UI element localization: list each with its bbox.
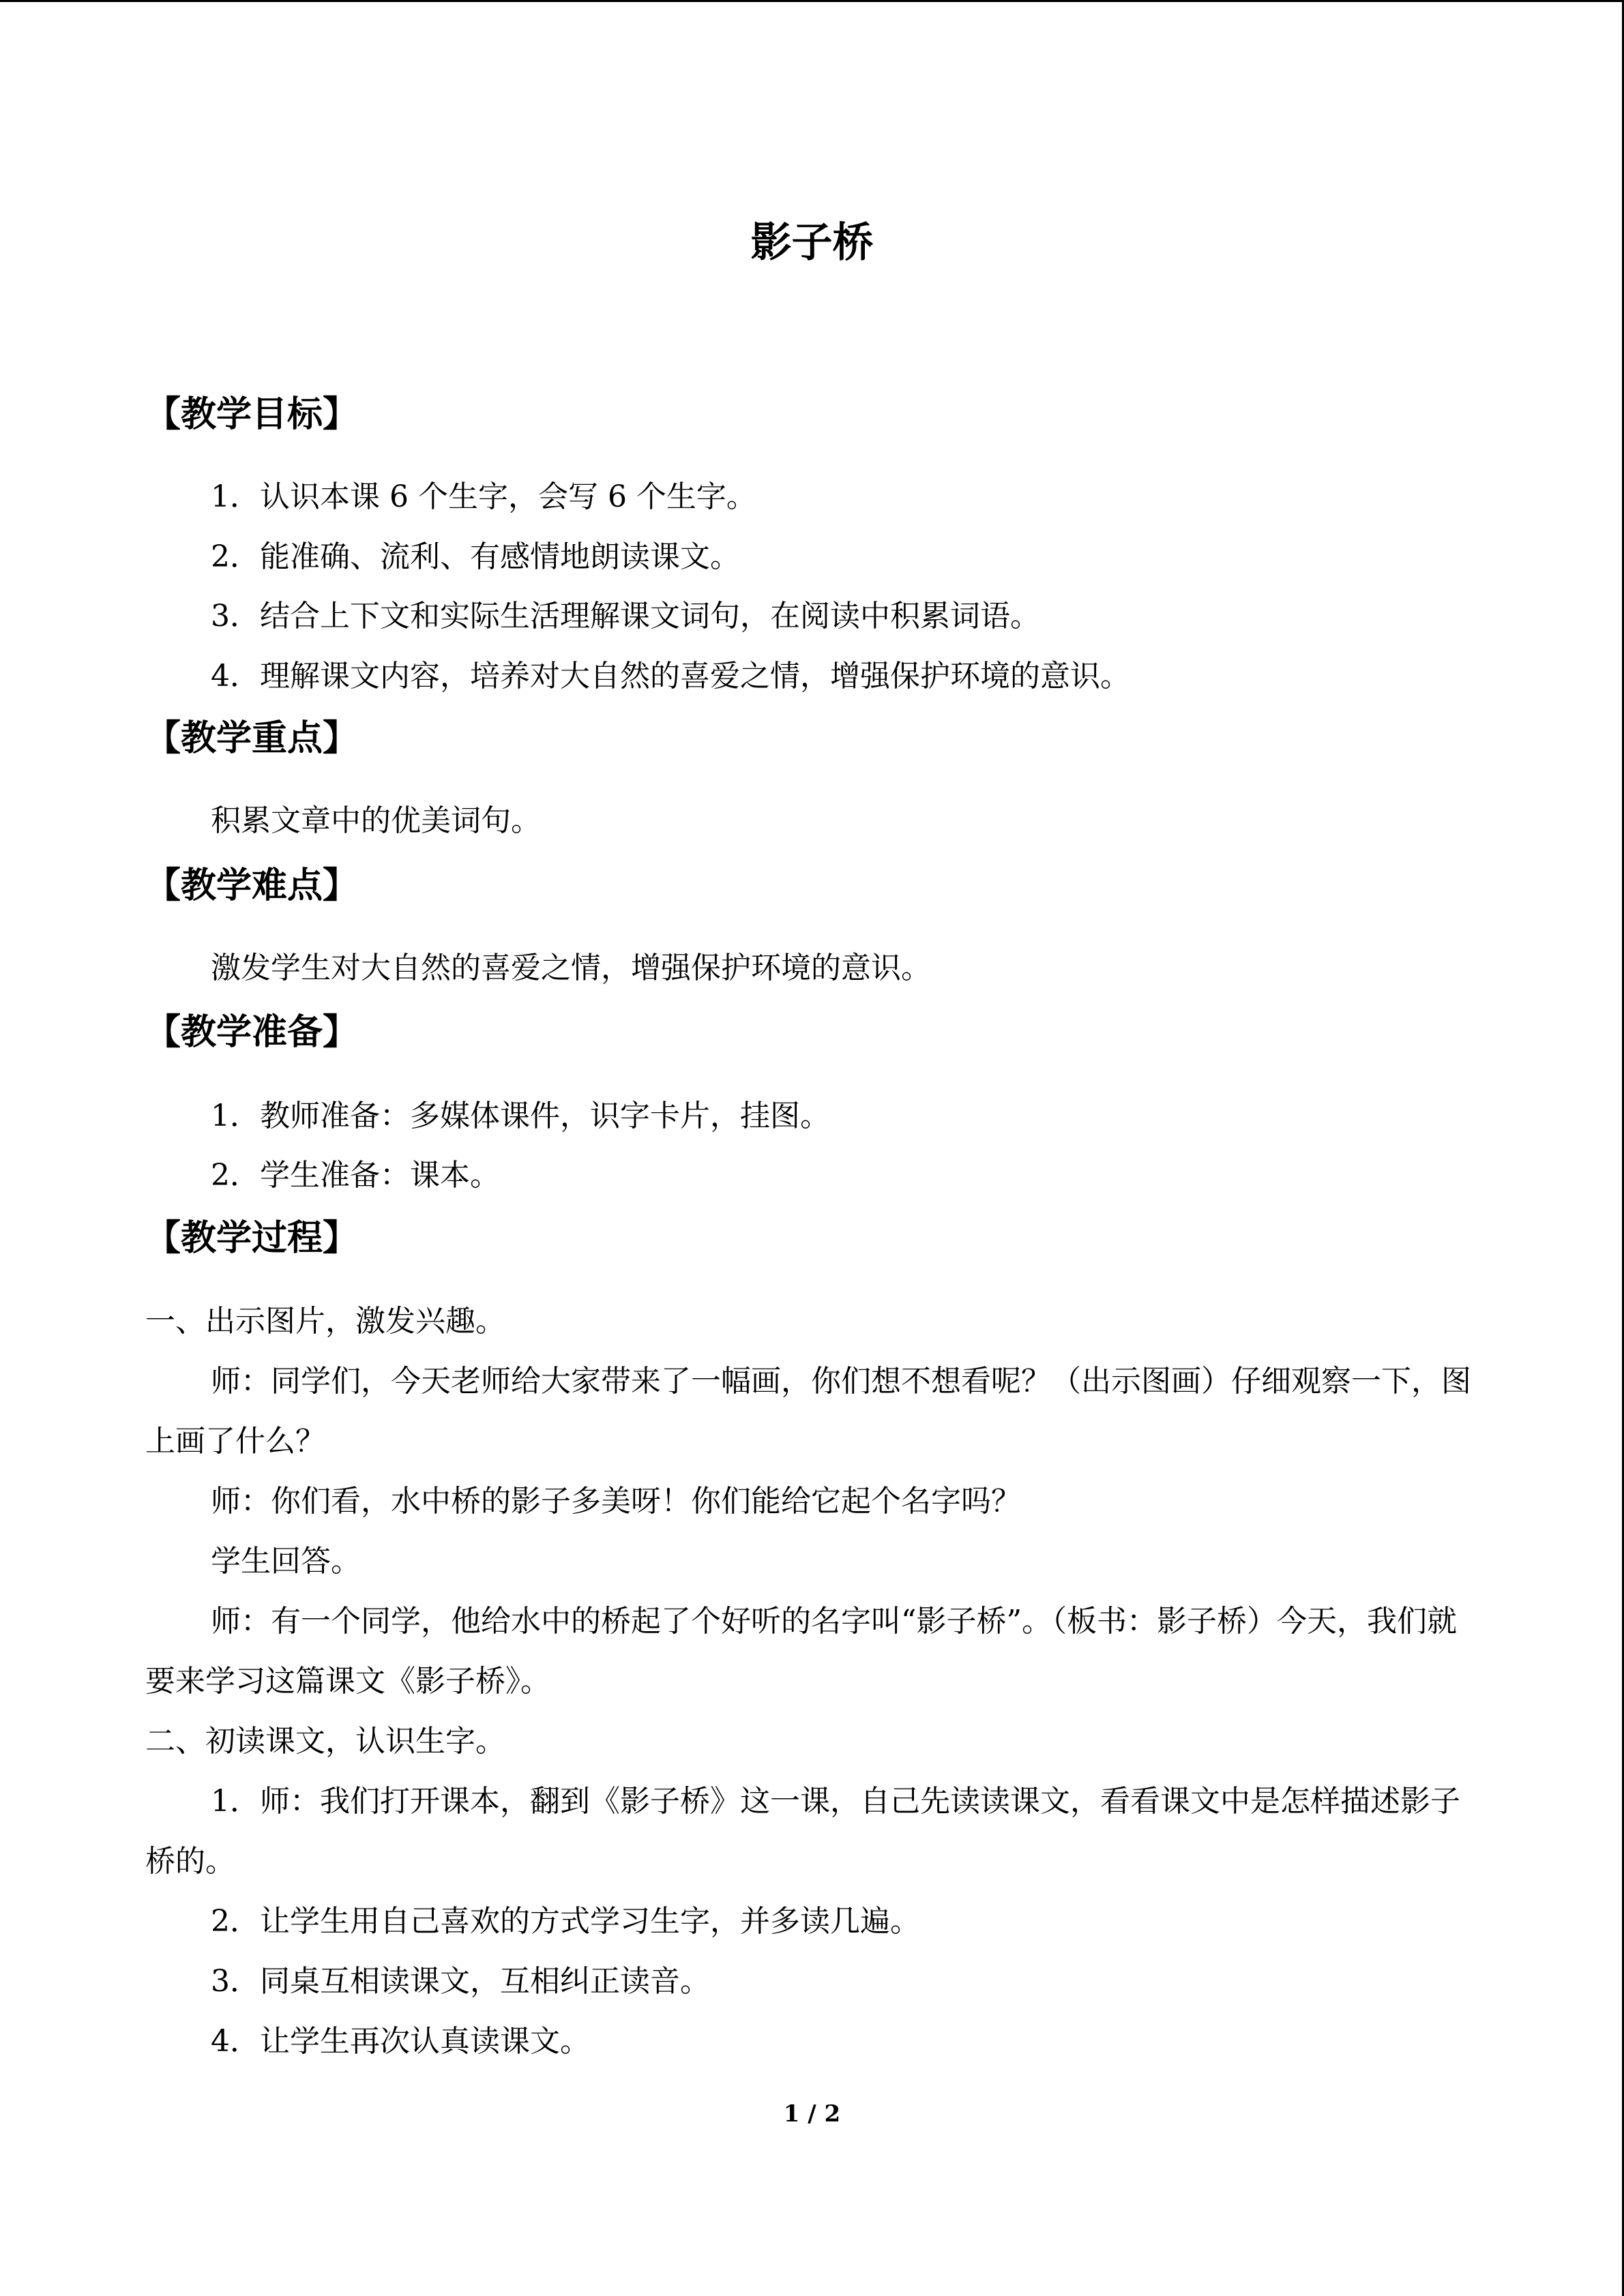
key-points-text: 积累文章中的优美词句。 [211,803,541,838]
process-paragraph-2: 师：你们看，水中桥的影子多美呀！你们能给它起个名字吗？ [211,1484,1021,1519]
process-paragraph-1: 师：同学们，今天老师给大家带来了一幅画，你们想不想看呢？（出示图画）仔细观察一下，图上画了什么？ [145,1364,1471,1459]
process-paragraph-6: 2．让学生用自己喜欢的方式学习生字，并多读几遍。 [211,1904,920,1939]
heading-teaching-goals: 【教学目标】 [145,393,359,435]
preparation-item-1: 1．教师准备：多媒体课件，识字卡片，挂图。 [211,1099,830,1133]
heading-preparation: 【教学准备】 [145,1011,359,1053]
goal-item-3: 3．结合上下文和实际生活理解课文词句，在阅读中积累词语。 [211,599,1040,633]
goal-item-2: 2．能准确、流利、有感情地朗读课文。 [211,539,740,574]
goal-item-1: 1．认识本课 6 个生字，会写 6 个生字。 [211,479,756,514]
difficulties-text: 激发学生对大自然的喜爱之情，增强保护环境的意识。 [211,951,931,985]
process-paragraph-5: 1．师：我们打开课本，翻到《影子桥》这一课，自己先读读课文，看看课文中是怎样描述影子桥的。 [145,1784,1460,1879]
heading-process: 【教学过程】 [145,1217,359,1259]
process-step-2-title: 二、初读课文，认识生字。 [145,1724,505,1759]
page-number: 1 / 2 [783,2100,841,2128]
process-paragraph-7: 3．同桌互相读课文，互相纠正读音。 [211,1964,710,1999]
preparation-item-2: 2．学生准备：课本。 [211,1158,500,1193]
heading-key-points: 【教学重点】 [145,717,359,759]
process-step-1-title: 一、出示图片，激发兴趣。 [145,1304,505,1339]
goal-item-4: 4．理解课文内容，培养对大自然的喜爱之情，增强保护环境的意识。 [211,659,1130,694]
heading-difficulties: 【教学难点】 [145,865,359,906]
document-title: 影子桥 [750,219,874,267]
process-paragraph-8: 4．让学生再次认真读课文。 [211,2024,590,2059]
process-paragraph-4: 师：有一个同学，他给水中的桥起了个好听的名字叫“影子桥”。（板书：影子桥）今天，我们就要来学习这篇课文《影子桥》。 [145,1604,1457,1699]
process-paragraph-3: 学生回答。 [211,1544,361,1579]
